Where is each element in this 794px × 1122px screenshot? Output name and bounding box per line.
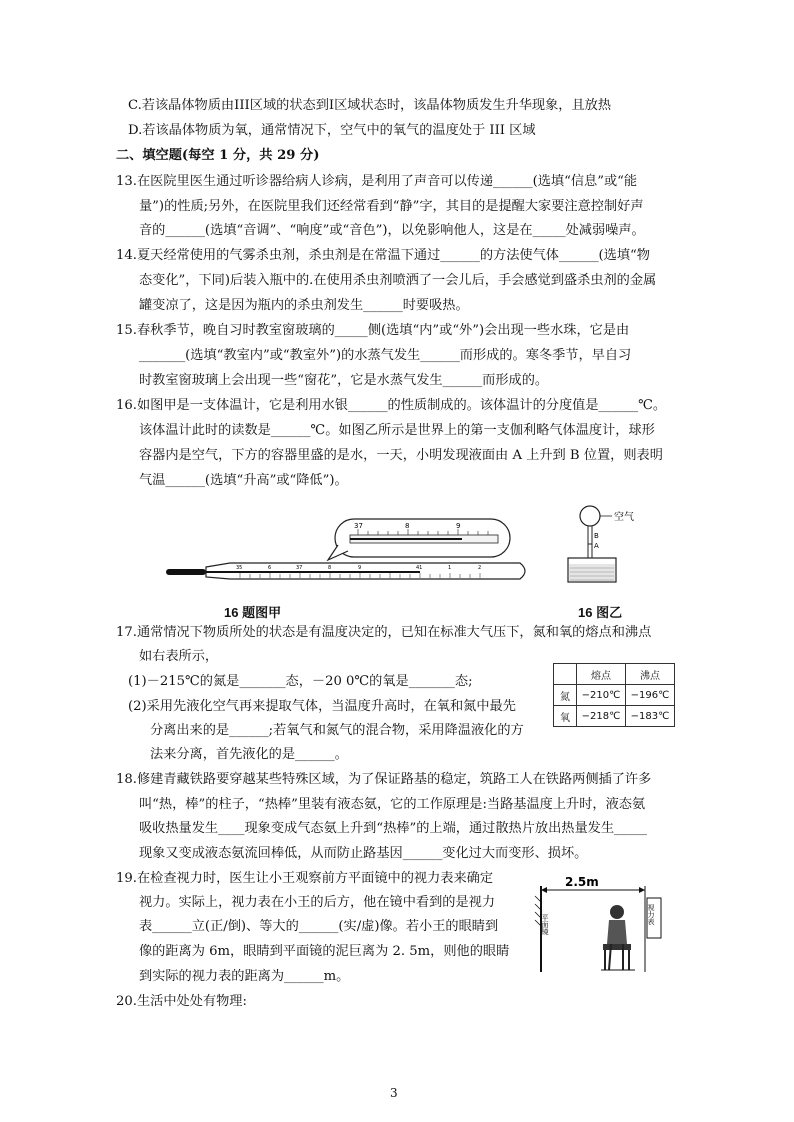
q14-line-1: 14.夏天经常使用的气雾杀虫剂，杀虫剂是在常温下通过______的方法使气体______(选填“物 <box>116 248 650 263</box>
zoom-tick-37: 37 <box>354 522 363 530</box>
option-d: D.若该晶体物质为氧，通常情况下，空气中的氧气的温度处于 III 区域 <box>128 123 536 138</box>
q14-line-2: 态变化”，下同)后装入瓶中的.在使用杀虫剂喷洒了一会儿后，手会感觉到盛杀虫剂的金属 <box>139 273 657 288</box>
melting-boiling-table <box>553 663 675 727</box>
table-header-cell <box>554 664 577 685</box>
q16-line-2: 该体温计此时的读数是______℃。如图乙所示是世界上的第一支伽利略气体温度计，球形 <box>139 423 655 438</box>
fig16a-caption: 16 题图甲 <box>224 605 282 620</box>
table-cell: −183℃ <box>626 706 675 727</box>
distance-label: 2.5m <box>565 875 599 889</box>
table-cell: 氧 <box>554 706 577 727</box>
tick-41: 41 <box>416 565 423 571</box>
zoom-tick-8: 8 <box>405 522 410 530</box>
tick-6: 6 <box>268 565 272 571</box>
q17-line-4: (2)采用先液化空气再来提取气体，当温度升高时，在氧和氮中最先 <box>128 699 516 714</box>
q16-line-1: 16.如图甲是一支体温计，它是利用水银______的性质制成的。该体温计的分度值是______℃。 <box>116 398 667 413</box>
tick-37: 37 <box>296 565 303 571</box>
label-b: B <box>594 532 599 540</box>
q20-line-1: 20.生活中处处有物理: <box>116 994 247 1009</box>
q18-line-2: 叫“热，棒”的柱子，“热棒”里装有液态氨，它的工作原理是:当路基温度上升时，液态氨 <box>139 797 646 812</box>
q19-line-2: 视力。实际上，视力表在小王的后方，他在镜中看到的是视力 <box>139 895 496 910</box>
q13-line-3: 音的______(选填“音调”、“响度”或“音色”)，以免影响他人，这是在_____处减弱噪声。 <box>139 223 645 238</box>
q15-line-3: 时教室窗玻璃上会出现一些“窗花”，它是水蒸气发生______而形成的。 <box>139 373 549 388</box>
table-header-row <box>554 664 675 685</box>
table-header-cell: 沸点 <box>626 664 675 685</box>
table-cell: −196℃ <box>626 685 675 706</box>
galileo-thermometer-figure <box>560 500 650 590</box>
chart-label: 视力表 <box>647 904 655 925</box>
table-row <box>554 685 675 706</box>
table-header-cell: 熔点 <box>577 664 626 685</box>
section-heading: 二、填空题(每空 1 分，共 29 分) <box>116 148 320 163</box>
tick-9: 9 <box>358 565 362 571</box>
tick-35: 35 <box>236 565 243 571</box>
q15-line-2: _______(选填“教室内”或“教室外”)的水蒸气发生______而形成的。寒冬季节，早自习 <box>139 348 632 363</box>
q18-line-4: 现象又变成液态氨流回棒低，从而防止路基因______变化过大而变形、损坏。 <box>139 846 588 861</box>
eye-test-figure <box>525 874 675 974</box>
q18-line-3: 吸收热量发生____现象变成气态氨上升到“热棒”的上端，通过散热片放出热量发生_____ <box>139 821 648 836</box>
q16-line-4: 气温______(选填“升高”或“降低”)。 <box>139 473 348 488</box>
q19-line-5: 到实际的视力表的距离为______m。 <box>139 969 350 984</box>
q17-line-2: 如右表所示， <box>139 649 219 664</box>
q17-line-6: 法来分离，首先液化的是______。 <box>150 747 348 762</box>
table-cell: −210℃ <box>577 685 626 706</box>
q17-line-5: 分离出来的是______;若氧气和氮气的混合物，采用降温液化的方 <box>150 723 524 738</box>
tick-8: 8 <box>328 565 332 571</box>
table-cell: −218℃ <box>577 706 626 727</box>
q14-line-3: 罐变凉了，这是因为瓶内的杀虫剂发生______时要吸热。 <box>139 298 469 313</box>
q13-line-2: 量”)的性质;另外，在医院里我们还经常看到“静”字，其目的是提醒大家要注意控制好声 <box>139 199 644 214</box>
q17-line-3: (1)－215℃的氮是_______态，－20 0℃的氧是_______态; <box>128 674 473 689</box>
q19-line-4: 像的距离为 6m，眼睛到平面镜的泥巨离为 2. 5m，则他的眼睛 <box>139 944 510 959</box>
fig16b-caption: 16 图乙 <box>578 605 623 620</box>
page-number: 3 <box>390 1086 398 1100</box>
air-label: 空气 <box>614 512 634 523</box>
table-row <box>554 706 675 727</box>
zoom-tick-9: 9 <box>456 522 461 530</box>
tick-1: 1 <box>448 565 452 571</box>
q16-line-3: 容器内是空气，下方的容器里盛的是水，一天，小明发现液面由 A 上升到 B 位置，则表明 <box>139 448 663 463</box>
table-cell: 氮 <box>554 685 577 706</box>
label-a: A <box>594 542 599 550</box>
q19-line-1: 19.在检查视力时，医生让小王观察前方平面镜中的视力表来确定 <box>116 871 494 886</box>
thermometer-figure <box>160 515 540 595</box>
q13-line-1: 13.在医院里医生通过听诊器给病人诊病，是利用了声音可以传递______(选填“信息”或“能 <box>116 174 638 189</box>
q17-line-1: 17.通常情况下物质所处的状态是有温度决定的，已知在标准大气压下，氮和氧的熔点和沸点 <box>116 625 652 640</box>
option-c: C.若该晶体物质由III区域的状态到Ⅰ区域状态时，该晶体物质发生升华现象，且放热 <box>128 98 612 113</box>
q15-line-1: 15.春秋季节，晚自习时教室窗玻璃的_____侧(选填“内”或“外”)会出现一些水珠，它是由 <box>116 323 630 338</box>
q18-line-1: 18.修建青藏铁路要穿越某些特殊区域，为了保证路基的稳定，筑路工人在铁路两侧插了许多 <box>116 772 652 787</box>
q19-line-3: 表______立(正/倒)、等大的______(实/虚)像。若小王的眼睛到 <box>139 919 499 934</box>
mirror-label: 平面镜 <box>541 914 549 935</box>
tick-2: 2 <box>478 565 482 571</box>
